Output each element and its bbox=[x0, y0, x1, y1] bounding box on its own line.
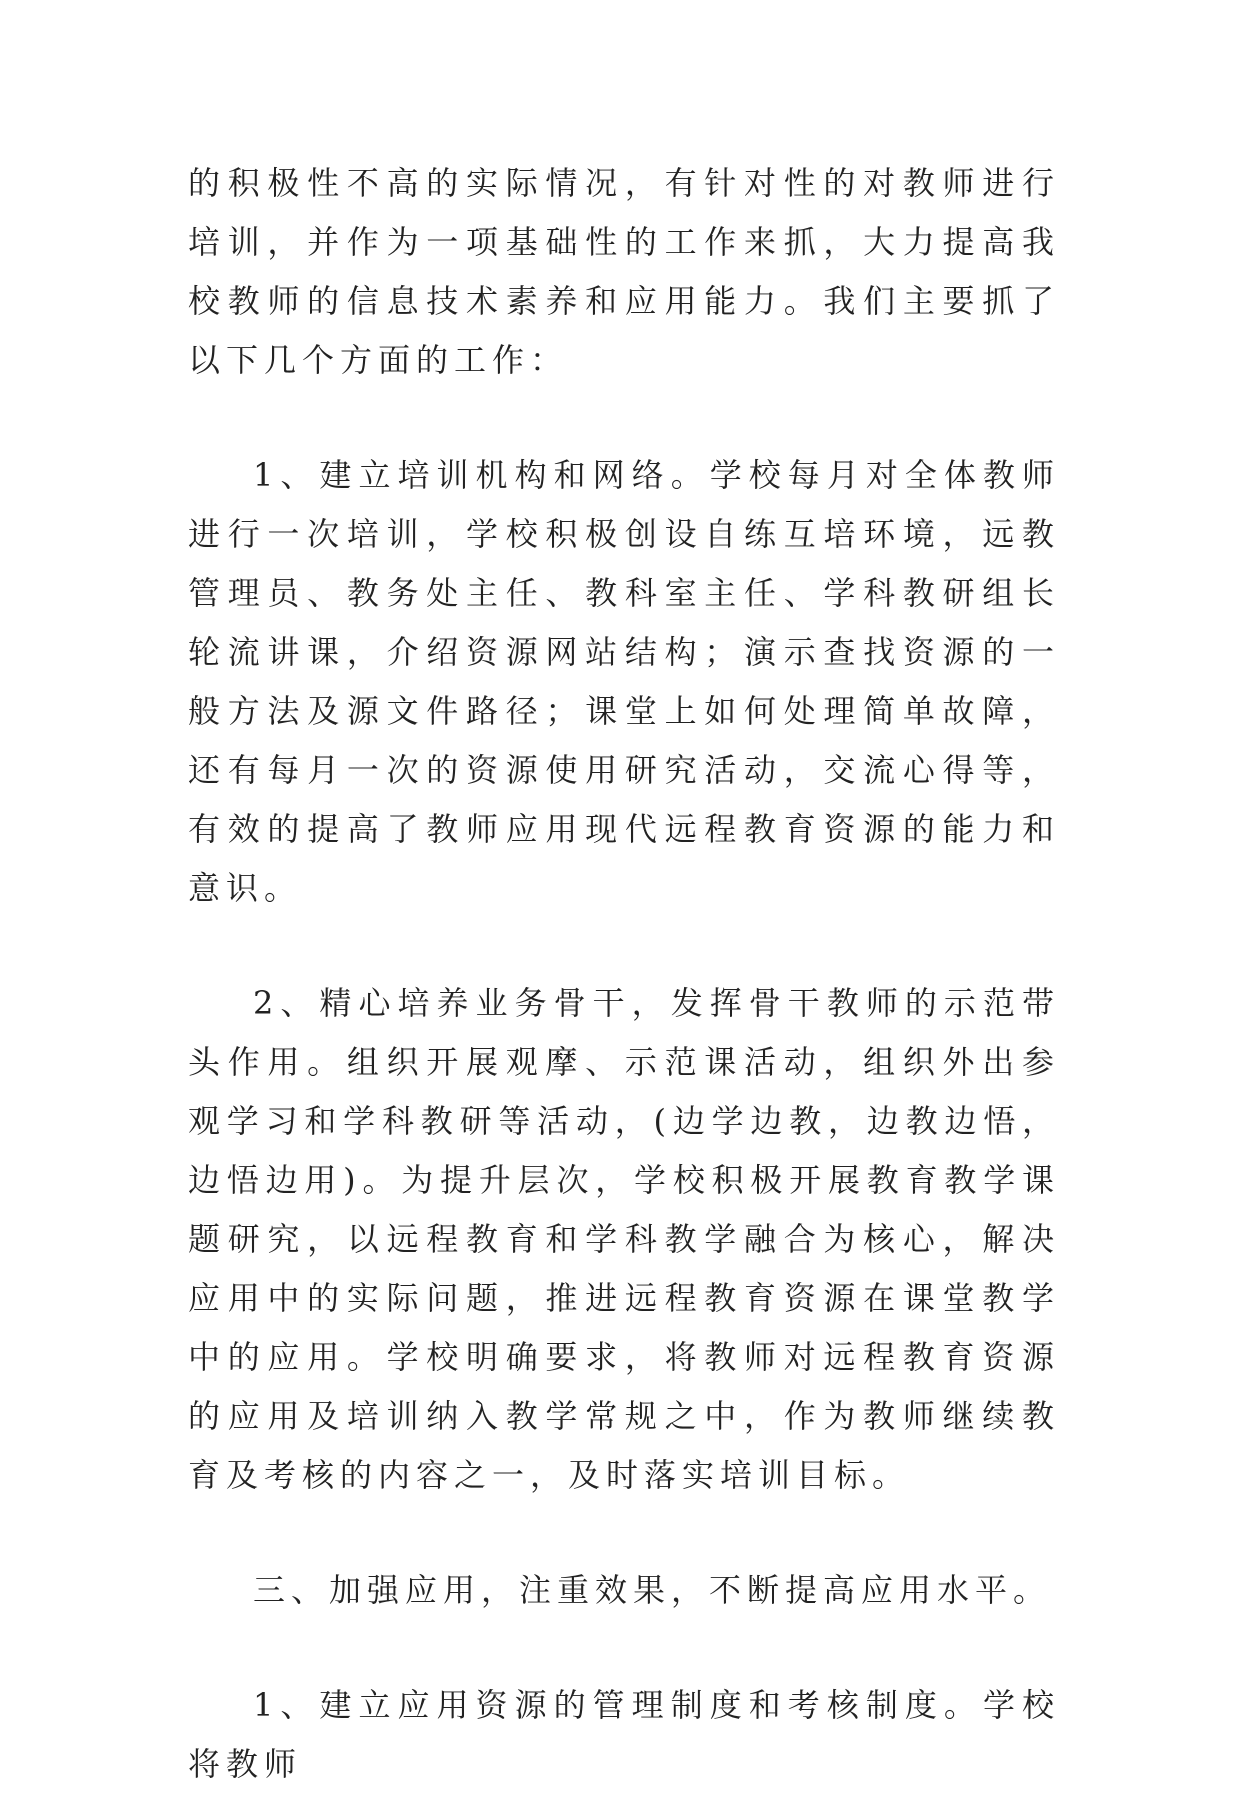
paragraph-backbone-teachers: 2、精心培养业务骨干，发挥骨干教师的示范带头作用。组织开展观摩、示范课活动，组织外出参观学习和学科教研等活动，(边学边教，边教边悟，边悟边用)。为提升层次，学校积极开展教育教学课题研究，以远程教育和学科教学融合为核心，解决应用中的实际问题，推进远程教育资源在课堂教学中的应用。学校明确要求，将教师对远程教育资源的应用及培训纳入教学常规之中，作为教师继续教育及考核的内容之一，及时落实培训目标。 bbox=[188, 984, 1060, 1494]
document-body bbox=[188, 154, 1060, 1794]
section-heading-application: 三、加强应用，注重效果，不断提高应用水平。 bbox=[253, 1571, 1052, 1609]
paragraph-management-system: 1、建立应用资源的管理制度和考核制度。学校将教师 bbox=[188, 1686, 1060, 1783]
paragraph-training-network: 1、建立培训机构和网络。学校每月对全体教师进行一次培训，学校积极创设自练互培环境，远教管理员、教务处主任、教科室主任、学科教研组长轮流讲课，介绍资源网站结构；演示查找资源的一般方法及源文件路径；课堂上如何处理简单故障，还有每月一次的资源使用研究活动，交流心得等，有效的提高了教师应用现代远程教育资源的能力和意识。 bbox=[188, 456, 1060, 907]
paragraph-continuation: 的积极性不高的实际情况，有针对性的对教师进行培训，并作为一项基础性的工作来抓，大力提高我校教师的信息技术素养和应用能力。我们主要抓了以下几个方面的工作： bbox=[188, 164, 1060, 379]
